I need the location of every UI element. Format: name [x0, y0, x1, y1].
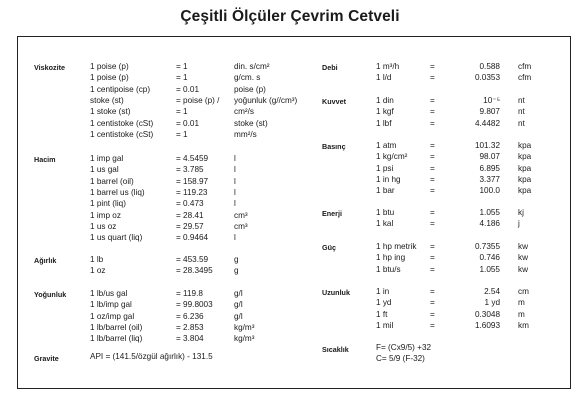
section-label: Basınç — [322, 142, 346, 151]
equals-sign: = — [430, 320, 435, 330]
unit-from: 1 us quart (liq) — [90, 233, 143, 243]
section-label: Viskozite — [34, 63, 66, 72]
unit-to: m — [518, 298, 525, 308]
unit-to: kpa — [518, 141, 532, 150]
unit-to: mm²/s — [234, 129, 257, 139]
fahrenheit-formula: F= (Cx9/5) +32 — [376, 343, 432, 352]
equals-sign: = — [430, 62, 435, 71]
equals-sign: = — [430, 73, 435, 83]
unit-to: kpa — [518, 174, 532, 184]
unit-from: 1 atm — [376, 141, 397, 150]
unit-from: 1 imp gal — [90, 154, 124, 163]
unit-to: nt — [518, 118, 525, 128]
section-label: Enerji — [322, 209, 342, 218]
unit-from: 1 yd — [376, 298, 392, 308]
section-label: Yoğunluk — [34, 290, 67, 299]
unit-from: 1 barrel (oil) — [90, 176, 134, 186]
unit-from: 1 poise (p) — [90, 62, 129, 71]
section-label: Debi — [322, 63, 338, 72]
equals-sign: = — [430, 309, 435, 319]
unit-from: 1 centistoke (cSt) — [90, 118, 154, 128]
unit-to: cm³ — [234, 221, 248, 231]
unit-from: 1 kg/cm² — [376, 152, 408, 162]
conversion-table — [17, 36, 571, 389]
unit-value: 100.0 — [479, 186, 500, 196]
equals-sign: = — [430, 163, 435, 173]
unit-from: stoke (st) — [90, 95, 124, 105]
unit-to: kw — [518, 242, 529, 251]
unit-value: 0.7355 — [474, 242, 500, 251]
unit-to: g/l — [234, 300, 243, 310]
section-label: Sıcaklık — [322, 345, 349, 354]
unit-value: = 3.804 — [176, 334, 204, 344]
unit-value: = 3.785 — [176, 165, 204, 175]
unit-value: = poise (p) / — [176, 95, 220, 105]
equals-sign: = — [430, 152, 435, 162]
unit-from: 1 barrel us (liq) — [90, 187, 145, 197]
equals-sign: = — [430, 219, 435, 229]
unit-from: 1 centistoke (cSt) — [90, 129, 154, 139]
unit-to: j — [518, 219, 520, 229]
unit-to: kg/m³ — [234, 334, 255, 344]
unit-value: = 99.8003 — [176, 300, 213, 310]
equals-sign: = — [430, 96, 435, 105]
unit-value: = 158.97 — [176, 176, 209, 186]
unit-from: 1 oz/imp gal — [90, 311, 135, 321]
unit-to: kpa — [518, 152, 532, 162]
equals-sign: = — [430, 298, 435, 308]
unit-from: 1 in hg — [376, 174, 401, 184]
unit-from: 1 btu — [376, 208, 395, 217]
unit-to: l — [234, 165, 236, 175]
unit-from: 1 hp ing — [376, 253, 406, 263]
unit-to: cfm — [518, 62, 532, 71]
unit-to: g/cm. s — [234, 73, 261, 83]
unit-value: = 1 — [176, 73, 188, 83]
unit-to: kw — [518, 264, 529, 274]
unit-to: kg/m³ — [234, 322, 255, 332]
unit-to: m — [518, 309, 525, 319]
unit-from: 1 psi — [376, 163, 394, 173]
unit-from: 1 lb/barrel (liq) — [90, 334, 143, 344]
unit-to: l — [234, 199, 236, 209]
unit-to: stoke (st) — [234, 118, 268, 128]
unit-to: kj — [518, 208, 524, 217]
unit-to: g — [234, 255, 239, 264]
unit-to: cm²/s — [234, 107, 255, 117]
unit-value: 1 yd — [484, 298, 500, 308]
unit-from: 1 pint (liq) — [90, 199, 126, 209]
unit-from: 1 mil — [376, 320, 394, 330]
unit-value: = 28.41 — [176, 210, 204, 220]
section-label: Uzunluk — [322, 288, 350, 297]
unit-from: 1 din — [376, 96, 394, 105]
unit-to: cfm — [518, 73, 532, 83]
unit-from: 1 kgf — [376, 107, 394, 117]
unit-value: = 1 — [176, 62, 188, 71]
unit-to: km — [518, 320, 529, 330]
unit-value: = 29.57 — [176, 221, 204, 231]
unit-value: = 28.3495 — [176, 266, 213, 276]
unit-value: 2.54 — [484, 287, 500, 296]
equals-sign: = — [430, 174, 435, 184]
equals-sign: = — [430, 107, 435, 117]
unit-from: 1 oz — [90, 266, 106, 276]
section-label: Gravite — [34, 354, 59, 363]
unit-value: 0.0353 — [474, 73, 500, 83]
equals-sign: = — [430, 253, 435, 263]
unit-from: 1 centipoise (cp) — [90, 84, 151, 94]
unit-from: 1 lbf — [376, 118, 392, 128]
unit-value: 101.32 — [474, 141, 500, 150]
unit-value: 1.6093 — [474, 320, 500, 330]
unit-value: = 0.01 — [176, 84, 199, 94]
unit-to: l — [234, 187, 236, 197]
section-label: Hacim — [34, 155, 56, 164]
unit-to: nt — [518, 96, 525, 105]
unit-value: = 2.853 — [176, 322, 204, 332]
unit-from: 1 kal — [376, 219, 394, 229]
page-title: Çeşitli Ölçüler Çevrim Cetveli — [180, 8, 400, 25]
unit-value: = 0.01 — [176, 118, 199, 128]
unit-value: 6.895 — [479, 163, 500, 173]
unit-to: l — [234, 233, 236, 243]
unit-to: kpa — [518, 186, 532, 196]
unit-from: 1 m³/h — [376, 62, 400, 71]
unit-from: 1 lb — [90, 255, 104, 264]
equals-sign: = — [430, 287, 435, 296]
gravite-formula: API = (141.5/özgül ağırlık) - 131.5 — [90, 352, 213, 361]
unit-to: kw — [518, 253, 529, 263]
unit-from: 1 lb/us gal — [90, 289, 128, 298]
unit-value: 9.807 — [479, 107, 500, 117]
equals-sign: = — [430, 242, 435, 251]
unit-value: = 6.236 — [176, 311, 204, 321]
unit-from: 1 hp metrik — [376, 242, 417, 251]
equals-sign: = — [430, 118, 435, 128]
unit-from: 1 poise (p) — [90, 73, 129, 83]
unit-value: 0.746 — [479, 253, 500, 263]
unit-from: 1 lb/barrel (oil) — [90, 322, 143, 332]
equals-sign: = — [430, 208, 435, 217]
unit-value: = 119.8 — [176, 289, 203, 298]
section-label: Kuvvet — [322, 97, 346, 106]
unit-to: g — [234, 266, 239, 276]
unit-value: 98.07 — [479, 152, 500, 162]
unit-to: nt — [518, 107, 525, 117]
unit-value: = 4.5459 — [176, 154, 209, 163]
unit-from: 1 us gal — [90, 165, 119, 175]
unit-value: 0.588 — [479, 62, 500, 71]
unit-from: 1 ft — [376, 309, 388, 319]
unit-value: = 0.9464 — [176, 233, 209, 243]
unit-from: 1 l/d — [376, 73, 392, 83]
unit-value: = 453.59 — [176, 255, 209, 264]
unit-to: kpa — [518, 163, 532, 173]
unit-from: 1 bar — [376, 186, 395, 196]
unit-value: 4.4482 — [474, 118, 500, 128]
unit-from: 1 us oz — [90, 221, 117, 231]
unit-value: 1.055 — [479, 264, 500, 274]
unit-to: g/l — [234, 289, 243, 298]
unit-value: = 1 — [176, 129, 188, 139]
equals-sign: = — [430, 264, 435, 274]
unit-to: cm³ — [234, 210, 248, 220]
celsius-formula: C= 5/9 (F-32) — [376, 354, 425, 363]
unit-from: 1 lb/imp gal — [90, 300, 132, 310]
unit-from: 1 imp oz — [90, 210, 121, 220]
unit-value: = 1 — [176, 107, 188, 117]
unit-to: yoğunluk (g//cm³) — [234, 95, 298, 105]
unit-to: cm — [518, 287, 529, 296]
unit-value: 10⁻⁵ — [483, 96, 500, 105]
unit-from: 1 btu/s — [376, 264, 401, 274]
section-label: Ağırlık — [34, 256, 57, 265]
unit-to: poise (p) — [234, 84, 266, 94]
section-label: Güç — [322, 243, 336, 252]
unit-value: 0.3048 — [474, 309, 500, 319]
unit-to: din. s/cm² — [234, 62, 270, 71]
unit-value: 1.055 — [479, 208, 500, 217]
unit-to: l — [234, 154, 236, 163]
unit-from: 1 stoke (st) — [90, 107, 131, 117]
unit-value: 4.186 — [479, 219, 500, 229]
unit-value: 3.377 — [479, 174, 500, 184]
unit-value: = 0.473 — [176, 199, 204, 209]
unit-to: l — [234, 176, 236, 186]
equals-sign: = — [430, 141, 435, 150]
unit-from: 1 in — [376, 287, 390, 296]
unit-to: g/l — [234, 311, 243, 321]
unit-value: = 119.23 — [176, 187, 208, 197]
equals-sign: = — [430, 186, 435, 196]
